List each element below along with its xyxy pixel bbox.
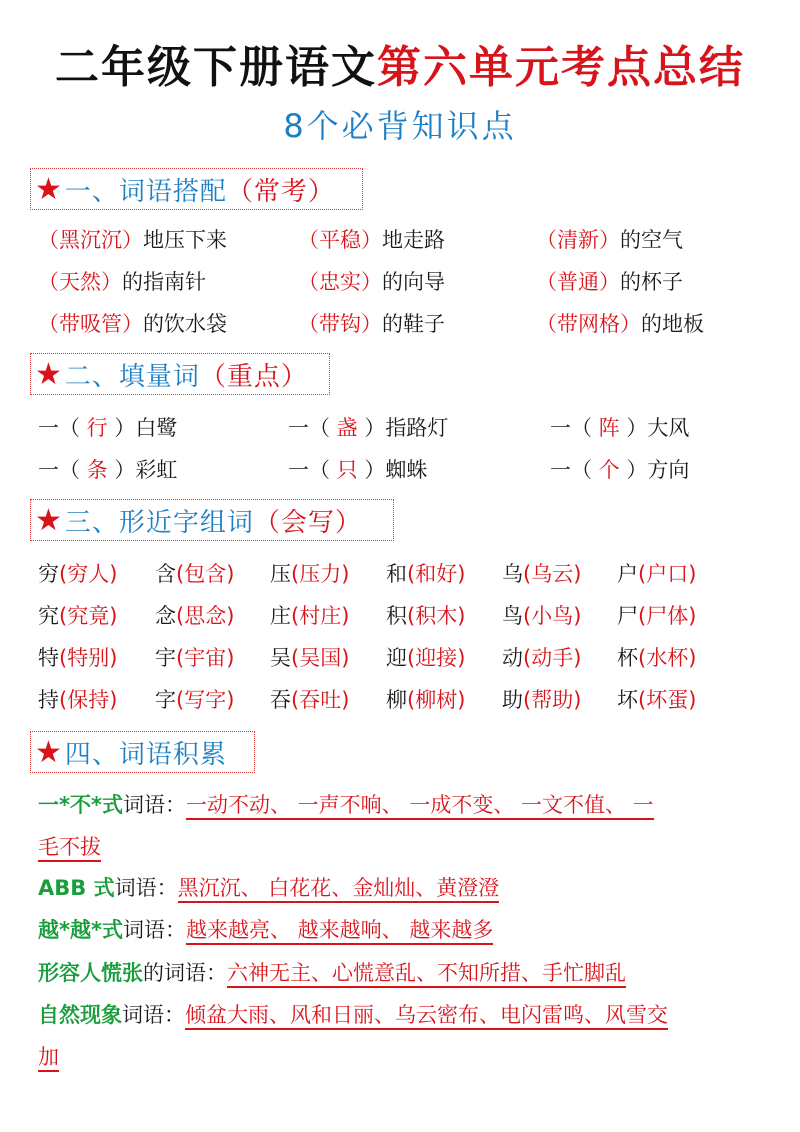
similar-char-item [38, 559, 117, 589]
section-label: 四、词语积累 [64, 739, 227, 770]
similar-char-item [38, 685, 117, 715]
char-word: (穷人) [59, 562, 118, 586]
measure-prefix: 一（ [38, 416, 80, 440]
collocation-item [298, 267, 445, 297]
collocation-word: （平稳） [298, 228, 382, 252]
section-label: 三、形近字组词 [64, 507, 254, 538]
base-char: 吴 [270, 646, 291, 670]
accum-words: 毛不拔 [38, 835, 101, 862]
collocation-item [38, 267, 206, 297]
similar-char-item [270, 559, 349, 589]
base-char: 吞 [270, 688, 291, 712]
collocation-item [298, 309, 445, 339]
base-char: 助 [502, 688, 523, 712]
accum-suffix: 词语： [114, 876, 178, 900]
base-char: 迎 [386, 646, 407, 670]
collocation-item [536, 267, 683, 297]
measure-suffix: ）彩虹 [114, 458, 178, 482]
similar-char-item [38, 601, 117, 631]
base-char: 压 [270, 562, 291, 586]
collocation-rest: 地走路 [382, 228, 445, 252]
char-word: (积木) [407, 604, 466, 628]
section-heading-measure-words [30, 353, 330, 395]
collocation-item [536, 225, 683, 255]
similar-char-item [38, 643, 117, 673]
similar-char-item [502, 559, 581, 589]
char-word: (小鸟) [523, 604, 582, 628]
similar-char-item [155, 559, 234, 589]
measure-answer: 只 [330, 458, 365, 482]
char-word: (宇宙) [176, 646, 235, 670]
base-char: 庄 [270, 604, 291, 628]
similar-char-item [502, 643, 581, 673]
char-word: (坏蛋) [638, 688, 697, 712]
collocation-rest: 的指南针 [122, 270, 206, 294]
accumulation-item [38, 915, 493, 945]
similar-char-item [617, 601, 696, 631]
section-note: （重点） [199, 361, 308, 392]
measure-suffix: ）方向 [626, 458, 690, 482]
measure-answer: 行 [80, 416, 115, 440]
char-word: (和好) [407, 562, 466, 586]
similar-char-item [155, 685, 234, 715]
similar-char-item [617, 643, 696, 673]
similar-char-item [617, 685, 696, 715]
collocation-word: （带吸管） [38, 312, 143, 336]
section-note: （常考） [226, 176, 335, 207]
char-word: (包含) [176, 562, 235, 586]
accum-key: ABB 式 [38, 876, 115, 900]
collocation-word: （清新） [536, 228, 620, 252]
accum-words: 加 [38, 1045, 59, 1072]
accumulation-item [38, 873, 499, 903]
collocation-item [536, 309, 704, 339]
measure-suffix: ）白鹭 [114, 416, 178, 440]
accumulation-item [38, 1000, 668, 1030]
similar-char-item [502, 685, 581, 715]
char-word: (水杯) [638, 646, 697, 670]
accum-words: 越来越亮、 越来越响、 越来越多 [186, 918, 493, 945]
similar-char-item [386, 559, 465, 589]
char-word: (动手) [523, 646, 582, 670]
base-char: 积 [386, 604, 407, 628]
accumulation-item [38, 790, 654, 820]
accum-key: 自然现象 [38, 1003, 122, 1027]
measure-word-item [288, 413, 448, 443]
measure-answer: 阵 [592, 416, 627, 440]
measure-suffix: ）蜘蛛 [364, 458, 428, 482]
star-icon: ★ [35, 171, 63, 207]
accum-key: 越*越*式 [38, 918, 123, 942]
collocation-item [298, 225, 445, 255]
similar-char-item [270, 643, 349, 673]
base-char: 宇 [155, 646, 176, 670]
title-part2: 第六单元考点总结 [377, 42, 745, 93]
accum-suffix: 词语： [122, 1003, 185, 1027]
section-label: 一、词语搭配 [64, 176, 227, 207]
measure-word-item [38, 413, 177, 443]
base-char: 念 [155, 604, 176, 628]
section-heading-accumulation [30, 731, 255, 773]
char-word: (柳树) [407, 688, 466, 712]
measure-prefix: 一（ [288, 458, 330, 482]
section-heading-similar-chars [30, 499, 394, 541]
accum-key: 一*不*式 [38, 793, 123, 817]
char-word: (吞吐) [291, 688, 350, 712]
char-word: (保持) [59, 688, 118, 712]
accumulation-item-cont [38, 832, 101, 862]
accumulation-item [38, 958, 626, 988]
measure-word-item [550, 413, 689, 443]
base-char: 坏 [617, 688, 638, 712]
base-char: 究 [38, 604, 59, 628]
measure-word-item [550, 455, 689, 485]
similar-char-item [386, 601, 465, 631]
base-char: 户 [617, 562, 638, 586]
similar-char-item [270, 601, 349, 631]
base-char: 尸 [617, 604, 638, 628]
char-word: (乌云) [523, 562, 582, 586]
measure-word-item [38, 455, 177, 485]
accum-suffix: 词语： [122, 918, 186, 942]
star-icon: ★ [35, 502, 63, 538]
base-char: 乌 [502, 562, 523, 586]
collocation-word: （带钩） [298, 312, 382, 336]
measure-prefix: 一（ [550, 458, 592, 482]
collocation-rest: 的空气 [620, 228, 683, 252]
collocation-word: （带网格） [536, 312, 641, 336]
collocation-rest: 的鞋子 [382, 312, 445, 336]
base-char: 鸟 [502, 604, 523, 628]
similar-char-item [617, 559, 696, 589]
section-note: （会写） [253, 507, 362, 538]
char-word: (迎接) [407, 646, 466, 670]
accum-words: 倾盆大雨、风和日丽、乌云密布、电闪雷鸣、风雪交 [185, 1003, 668, 1030]
page-subtitle: 8个必背知识点 [283, 107, 517, 145]
char-word: (特别) [59, 646, 118, 670]
page-title [0, 38, 800, 98]
accum-key: 形容人慌张 [38, 961, 143, 985]
char-word: (写字) [176, 688, 235, 712]
collocation-word: （忠实） [298, 270, 382, 294]
collocation-word: （天然） [38, 270, 122, 294]
base-char: 动 [502, 646, 523, 670]
char-word: (究竟) [59, 604, 118, 628]
char-word: (思念) [176, 604, 235, 628]
char-word: (吴国) [291, 646, 350, 670]
similar-char-item [386, 643, 465, 673]
measure-answer: 盏 [330, 416, 365, 440]
accum-suffix: 的词语： [143, 961, 227, 985]
collocation-rest: 的饮水袋 [143, 312, 227, 336]
similar-char-item [270, 685, 349, 715]
accumulation-item-cont [38, 1042, 59, 1072]
collocation-word: （普通） [536, 270, 620, 294]
collocation-rest: 地压下来 [143, 228, 227, 252]
char-word: (尸体) [638, 604, 697, 628]
accum-words: 六神无主、心慌意乱、不知所措、手忙脚乱 [227, 961, 626, 988]
collocation-item [38, 225, 227, 255]
section-label: 二、填量词 [64, 361, 200, 392]
base-char: 持 [38, 688, 59, 712]
base-char: 特 [38, 646, 59, 670]
accum-suffix: 词语： [122, 793, 186, 817]
measure-suffix: ）指路灯 [364, 416, 449, 440]
char-word: (帮助) [523, 688, 582, 712]
accum-words: 黑沉沉、 白花花、金灿灿、黄澄澄 [178, 876, 500, 903]
similar-char-item [155, 601, 234, 631]
similar-char-item [155, 643, 234, 673]
measure-answer: 个 [592, 458, 627, 482]
measure-prefix: 一（ [288, 416, 330, 440]
star-icon: ★ [35, 734, 63, 770]
measure-prefix: 一（ [550, 416, 592, 440]
collocation-word: （黑沉沉） [38, 228, 143, 252]
base-char: 字 [155, 688, 176, 712]
collocation-rest: 的杯子 [620, 270, 683, 294]
similar-char-item [502, 601, 581, 631]
section-heading-collocation [30, 168, 363, 210]
measure-prefix: 一（ [38, 458, 80, 482]
collocation-rest: 的地板 [641, 312, 704, 336]
accum-words: 一动不动、 一声不响、 一成不变、 一文不值、 一 [186, 793, 654, 820]
base-char: 穷 [38, 562, 59, 586]
collocation-item [38, 309, 227, 339]
char-word: (村庄) [291, 604, 350, 628]
base-char: 柳 [386, 688, 407, 712]
char-word: (压力) [291, 562, 350, 586]
star-icon: ★ [35, 356, 63, 392]
collocation-rest: 的向导 [382, 270, 445, 294]
measure-suffix: ）大风 [626, 416, 690, 440]
similar-char-item [386, 685, 465, 715]
base-char: 含 [155, 562, 176, 586]
base-char: 杯 [617, 646, 638, 670]
base-char: 和 [386, 562, 407, 586]
title-part1: 二年级下册语文 [55, 42, 377, 93]
measure-word-item [288, 455, 427, 485]
char-word: (户口) [638, 562, 697, 586]
measure-answer: 条 [80, 458, 115, 482]
